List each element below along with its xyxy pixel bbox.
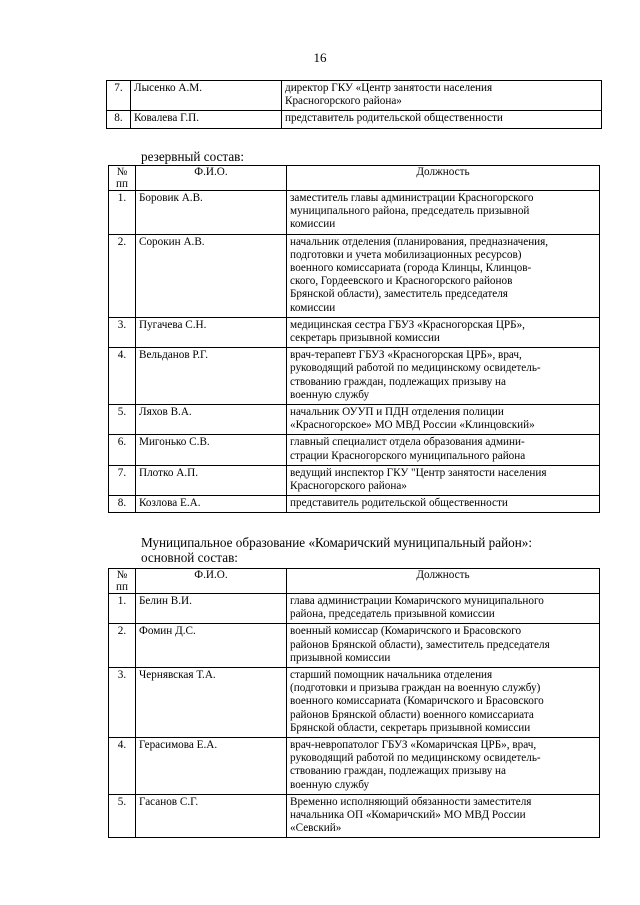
person-name: Ляхов В.А. (136, 405, 287, 435)
position-cell (287, 496, 600, 513)
reserve-heading: резервный состав: (141, 149, 245, 164)
person-name: Пугачева С.Н. (136, 317, 287, 347)
position-line: Красногорского района» (290, 480, 407, 493)
position-line: военную службу (290, 778, 370, 791)
table-row (109, 405, 600, 435)
reserve-table (108, 165, 600, 513)
position-line: главный специалист отдела образования админи- (290, 436, 525, 449)
row-number: 8. (107, 111, 131, 128)
position-line: глава администрации Комаричского муниципального (290, 595, 544, 607)
person-name: Сорокин А.В. (136, 234, 287, 317)
table-row (109, 794, 600, 838)
person-name: Мигонько С.В. (136, 435, 287, 465)
person-name: Герасимова Е.А. (136, 738, 287, 795)
position-cell (287, 668, 600, 738)
komarichi-heading-line1: Муниципальное образование «Комаричский муниципальный район»: (141, 535, 533, 550)
person-name: Белин В.И. (136, 594, 287, 624)
position-line: комиссии (290, 218, 336, 231)
komarichi-heading-line2: основной состав: (141, 550, 238, 565)
komarichi-table (108, 568, 600, 838)
row-number: 2. (109, 624, 136, 668)
position-line: Красногорского района» (285, 95, 402, 108)
table-row (109, 594, 600, 624)
position-line: районов Брянской области) военного комиссариата (290, 708, 534, 721)
position-line: руководящий работой по медицинскому освидетель- (290, 362, 541, 375)
person-name: Гасанов С.Г. (136, 794, 287, 838)
person-name: Козлова Е.А. (136, 496, 287, 513)
position-line: военный комиссар (Комаричского и Брасовского (290, 625, 522, 638)
row-number: 2. (109, 234, 136, 317)
position-cell (282, 111, 602, 128)
position-line: (подготовки и призыва граждан на военную службу) (290, 682, 541, 695)
table-row (109, 624, 600, 668)
header-num: № пп (109, 166, 136, 191)
position-line: директор ГКУ «Центр занятости населения (285, 82, 493, 94)
position-line: страции Красногорского муниципального района (290, 449, 526, 462)
position-line: начальник отделения (планирования, предназначения, (290, 235, 549, 248)
position-cell (287, 405, 600, 435)
position-line: Временно исполняющий обязанности заместителя (290, 795, 532, 808)
row-number: 7. (107, 81, 131, 111)
position-cell (287, 435, 600, 465)
position-line: врач-невропатолог ГБУЗ «Комаричская ЦРБ», врач, (290, 739, 537, 752)
position-line: комиссии (290, 301, 336, 314)
position-line: ствованию граждан, подлежащих призыву на (290, 375, 506, 388)
position-cell (287, 624, 600, 668)
continuation-table-body (107, 81, 602, 129)
continuation-table (106, 80, 602, 129)
row-number: 1. (109, 594, 136, 624)
header-name: Ф.И.О. (136, 166, 287, 191)
reserve-table-body (109, 191, 600, 513)
table-row (109, 317, 600, 347)
position-line: призывной комиссии (290, 651, 391, 664)
position-cell (287, 594, 600, 624)
row-number: 3. (109, 668, 136, 738)
position-line: представитель родительской общественности (290, 497, 508, 510)
row-number: 1. (109, 191, 136, 235)
position-cell (282, 81, 602, 111)
row-number: 5. (109, 794, 136, 838)
komarichi-table-body (109, 594, 600, 838)
row-number: 4. (109, 348, 136, 405)
person-name: Плотко А.П. (136, 465, 287, 495)
position-cell (287, 738, 600, 795)
table-row (109, 465, 600, 495)
position-line: медицинская сестра ГБУЗ «Красногорская ЦРБ», (290, 318, 525, 331)
row-number: 6. (109, 435, 136, 465)
table-row (107, 111, 602, 128)
position-line: подготовки и учета мобилизационных ресурсов) (290, 248, 522, 261)
position-cell (287, 465, 600, 495)
position-line: заместитель главы администрации Красногорского (290, 192, 534, 204)
table-header-row (109, 166, 600, 191)
position-line: секретарь призывной комиссии (290, 332, 440, 345)
header-name: Ф.И.О. (136, 569, 287, 594)
position-cell (287, 348, 600, 405)
person-name: Боровик А.В. (136, 191, 287, 235)
person-name: Ковалева Г.П. (131, 111, 282, 128)
position-cell (287, 234, 600, 317)
position-line: ского, Гордеевского и Красногорского районов (290, 275, 513, 288)
position-line: военного комиссариата (города Клинцы, Клинцов- (290, 262, 532, 275)
table-row (109, 738, 600, 795)
header-role: Должность (287, 569, 600, 594)
position-line: районов Брянской области), заместитель председателя (290, 638, 550, 651)
position-line: района, председатель призывной комиссии (290, 608, 495, 621)
row-number: 5. (109, 405, 136, 435)
row-number: 3. (109, 317, 136, 347)
position-line: военную службу (290, 388, 370, 401)
position-line: ствованию граждан, подлежащих призыву на (290, 765, 506, 778)
person-name: Чернявская Т.А. (136, 668, 287, 738)
position-line: «Красногорское» МО МВД России «Клинцовский» (290, 419, 535, 432)
position-line: военного комиссариата (Комаричского и Брасовского (290, 695, 544, 708)
person-name: Лысенко А.М. (131, 81, 282, 111)
position-line: муниципального района, председатель призывной (290, 205, 530, 218)
table-row (109, 234, 600, 317)
position-line: ведущий инспектор ГКУ "Центр занятости населения (290, 466, 547, 479)
table-row (109, 191, 600, 235)
position-line: «Севский» (290, 822, 342, 835)
komarichi-heading (141, 535, 532, 565)
row-number: 7. (109, 465, 136, 495)
position-line: старший помощник начальника отделения (290, 669, 493, 682)
row-number: 8. (109, 496, 136, 513)
header-role: Должность (287, 166, 600, 191)
table-header-row (109, 569, 600, 594)
page-number: 16 (313, 50, 327, 65)
position-line: представитель родительской общественности (285, 112, 503, 125)
position-line: руководящий работой по медицинскому освидетель- (290, 752, 541, 765)
table-row (109, 435, 600, 465)
position-cell (287, 794, 600, 838)
position-line: врач-терапевт ГБУЗ «Красногорская ЦРБ», врач, (290, 349, 522, 362)
position-cell (287, 317, 600, 347)
header-num: № пп (109, 569, 136, 594)
position-line: Брянской области, секретарь призывной комиссии (290, 721, 531, 734)
position-cell (287, 191, 600, 235)
position-line: начальник ОУУП и ПДН отделения полиции (290, 406, 504, 419)
table-row (109, 496, 600, 513)
table-row (109, 668, 600, 738)
person-name: Вельданов Р.Г. (136, 348, 287, 405)
position-line: начальника ОП «Комаричский» МО МВД России (290, 809, 526, 822)
table-row (109, 348, 600, 405)
row-number: 4. (109, 738, 136, 795)
position-line: Брянской области), заместитель председателя (290, 288, 508, 301)
table-row (107, 81, 602, 111)
person-name: Фомин Д.С. (136, 624, 287, 668)
